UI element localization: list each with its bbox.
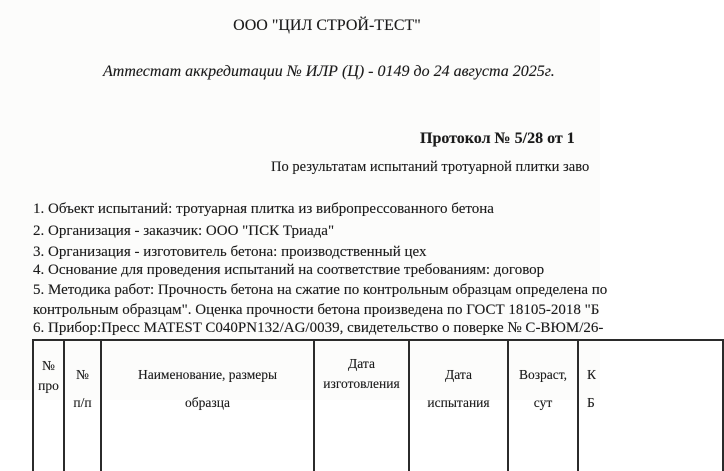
table-header-text: Возраст, [518, 367, 568, 382]
list-item-method-line1: 5. Методика работ: Прочность бетона на сжатие по контрольным образцам определена по [33, 282, 608, 298]
table-header-text: Дата [445, 367, 472, 382]
table-header-text: п/п [73, 395, 92, 410]
table-header-name-dimensions [102, 341, 315, 471]
company-name: ООО "ЦИЛ СТРОЙ-ТЕСТ" [233, 17, 421, 34]
table-header-text: Б [587, 395, 595, 410]
table-header-text: изготовления [323, 376, 400, 391]
table-header-test-date [410, 341, 509, 471]
table-header-cut-column [579, 341, 724, 471]
protocol-subtitle: По результатам испытаний тротуарной плитки заво [271, 159, 590, 175]
list-item-object: 1. Объект испытаний: тротуарная плитка из вибропрессованного бетона [33, 201, 494, 217]
table-header-row-no [65, 341, 102, 471]
table-header-text: К [587, 367, 597, 382]
protocol-title: Протокол № 5/28 от 1 [420, 130, 575, 147]
table-header-text: сут [533, 395, 553, 410]
table-header-text: Наименование, размеры [137, 367, 278, 382]
list-item-method-line2: контрольным образцам". Оценка прочности бетона произведена по ГОСТ 18105-2018 "Б [33, 302, 600, 318]
table-header-text: образца [185, 395, 230, 410]
list-item-manufacturer: 3. Организация - изготовитель бетона: производственный цех [33, 244, 427, 260]
table-header-text: № [76, 367, 89, 382]
table-header-text: Дата [348, 356, 375, 371]
results-table [32, 339, 724, 471]
accreditation-line: Аттестат аккредитации № ИЛР (Ц) - 0149 до 24 августа 2025г. [103, 63, 555, 80]
table-header-text: про [38, 378, 59, 393]
list-item-basis: 4. Основание для проведения испытаний на соответствие требованиям: договор [33, 262, 545, 278]
table-header-text: № [42, 358, 55, 373]
table-header-manufacture-date [315, 341, 410, 471]
table-header-text: испытания [427, 395, 490, 410]
list-item-device: 6. Прибор:Пресс MATEST C040PN132/AG/0039, свидетельство о поверке № С-ВЮМ/26- [33, 320, 604, 336]
table-header-sample-no [34, 341, 65, 471]
table-header-age [509, 341, 579, 471]
list-item-customer: 2. Организация - заказчик: ООО "ПСК Триада" [33, 223, 335, 239]
